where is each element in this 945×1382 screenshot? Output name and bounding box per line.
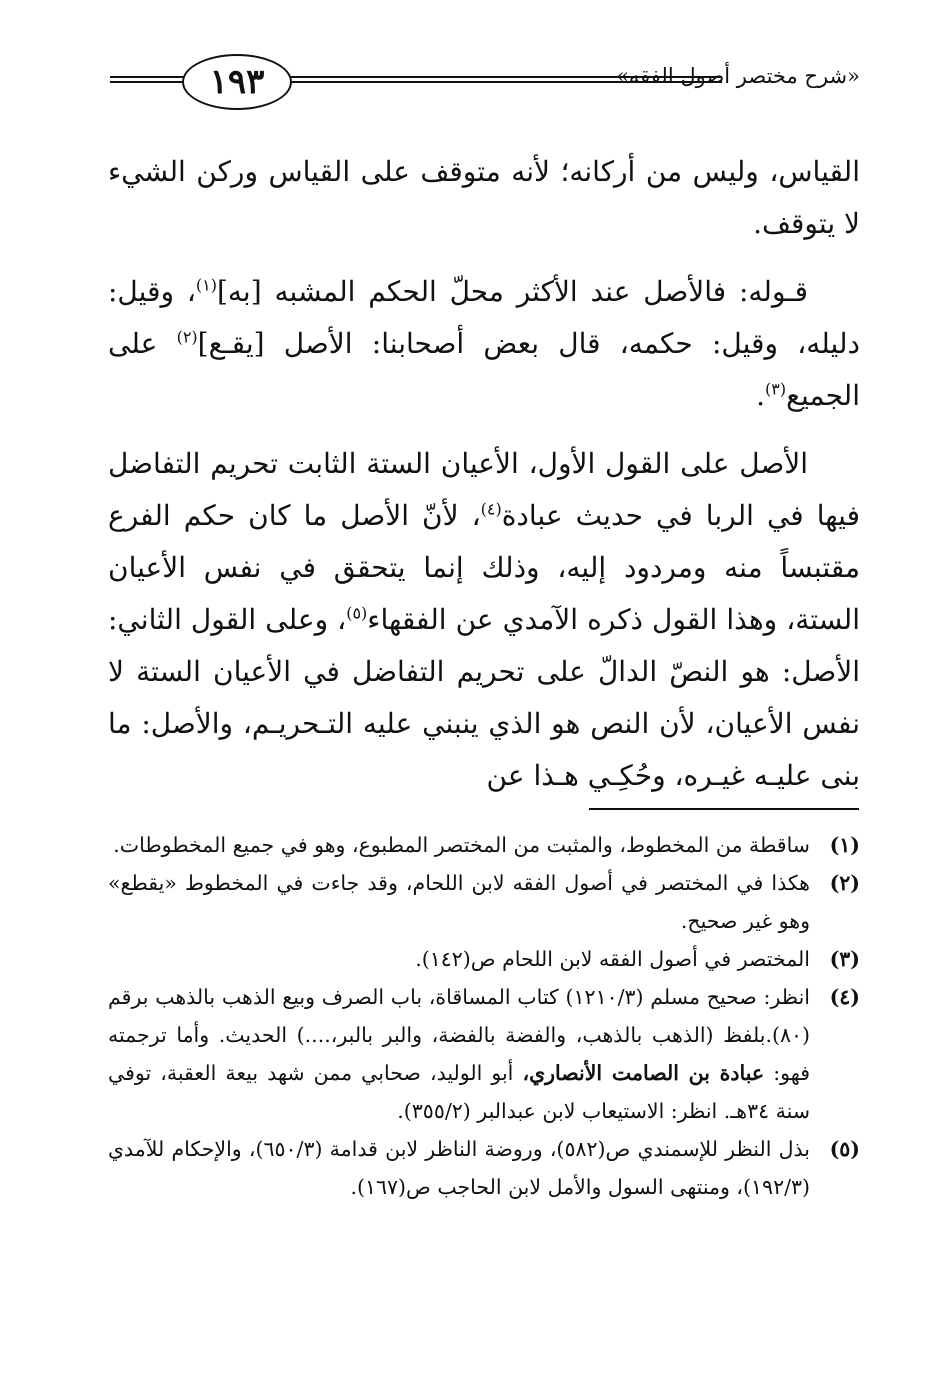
footnote-text: بذل النظر للإسمندي ص(٥٨٢)، وروضة الناظر لابن قدامة (٦٥٠/٣)، والإحكام للآمدي (١٩٢/٣)، ومنتهى السول والأمل لابن الحاجب ص(١٦٧). (108, 1137, 810, 1199)
text-span: قـوله: فالأصل عند الأكثر محلّ الحكم المشبه [به] (216, 275, 808, 308)
footnote-item (108, 1130, 860, 1206)
footnote-ref-3: (٣) (764, 379, 787, 399)
footnote-text: ساقطة من المخطوط، والمثبت من المختصر المطبوع، وهو في جميع المخطوطات. (113, 833, 810, 857)
text-span: أبو الوليد، صحابي ممن شهد بيعة العقبة، توفي سنة ٣٤هـ. انظر: الاستيعاب لابن عبدالبر (٣٥٥/٢). (108, 1061, 810, 1123)
text-span: ، وقيل: دليله، وقيل: حكمه، قال بعض أصحابنا: الأصل [يقـع] (108, 275, 860, 360)
text-span: ، وعلى القول الثاني: الأصل: هو النصّ الدالّ على تحريم التفاضل في الأعيان الستة لا نفس الأعيان، لأن النص هو الذي ينبني عليه التـحريـم، والأصل: ما بنى عليـه غيـره، وحُكِـي هـذا عن (108, 603, 860, 792)
paragraph-3 (108, 438, 860, 802)
footnote-text: هكذا في المختصر في أصول الفقه لابن اللحام، وقد جاءت في المخطوط «يقطع» وهو غير صحيح. (108, 871, 810, 933)
footnote-separator (589, 808, 859, 810)
footnote-number: (٤) (829, 985, 860, 1009)
footnote-item (108, 940, 860, 978)
text-span: انظر: صحيح مسلم (١٢١٠/٣) كتاب المساقاة، باب الصرف وبيع الذهب بالذهب برقم (٨٠).بلفظ (الذهب بالذهب، والفضة بالفضة، والبر بالبر،....) الحديث. وأما ترجمته فهو: (108, 985, 811, 1085)
text-span: . (756, 379, 765, 412)
page-header (110, 52, 860, 112)
running-title: «شرح مختصر أصول الفقه» (616, 64, 860, 88)
footnote-item (108, 826, 860, 864)
paragraph-1: القياس، وليس من أركانه؛ لأنه متوقف على القياس وركن الشيء لا يتوقف. (108, 155, 860, 240)
footnote-text: المختصر في أصول الفقه لابن اللحام ص(١٤٢). (415, 947, 810, 971)
footnote-ref-5: (٥) (346, 603, 368, 623)
footnote-text (108, 985, 810, 1123)
narrator-name: عبادة بن الصامت الأنصاري، (522, 1061, 765, 1085)
text-span: على الجميع (108, 327, 860, 412)
footnote-ref-4: (٤) (480, 499, 502, 519)
text-span: ، لأنّ الأصل ما كان حكم الفرع مقتبساً منه ومردود إليه، وذلك إنما يتحقق في نفس الأعيان الستة، وهذا القول ذكره الآمدي عن الفقهاء (108, 499, 860, 636)
page-number: ١٩٣ (182, 54, 292, 110)
footnote-item (108, 864, 860, 940)
footnote-number: (٣) (829, 947, 860, 971)
footnote-number: (٢) (829, 871, 860, 895)
text-span: الأصل على القول الأول، الأعيان الستة الثابت تحريم التفاضل فيها في الربا في حديث عبادة (108, 447, 860, 532)
footnote-number: (٥) (829, 1137, 860, 1161)
paragraph-2 (108, 266, 860, 422)
footnote-number: (١) (829, 833, 860, 857)
main-text (108, 146, 860, 818)
footnote-ref-2: (٢) (176, 327, 198, 347)
header-rule-left (110, 76, 188, 83)
footnotes (108, 826, 860, 1206)
footnote-item (108, 978, 860, 1130)
footnote-ref-1: (١) (195, 275, 217, 295)
